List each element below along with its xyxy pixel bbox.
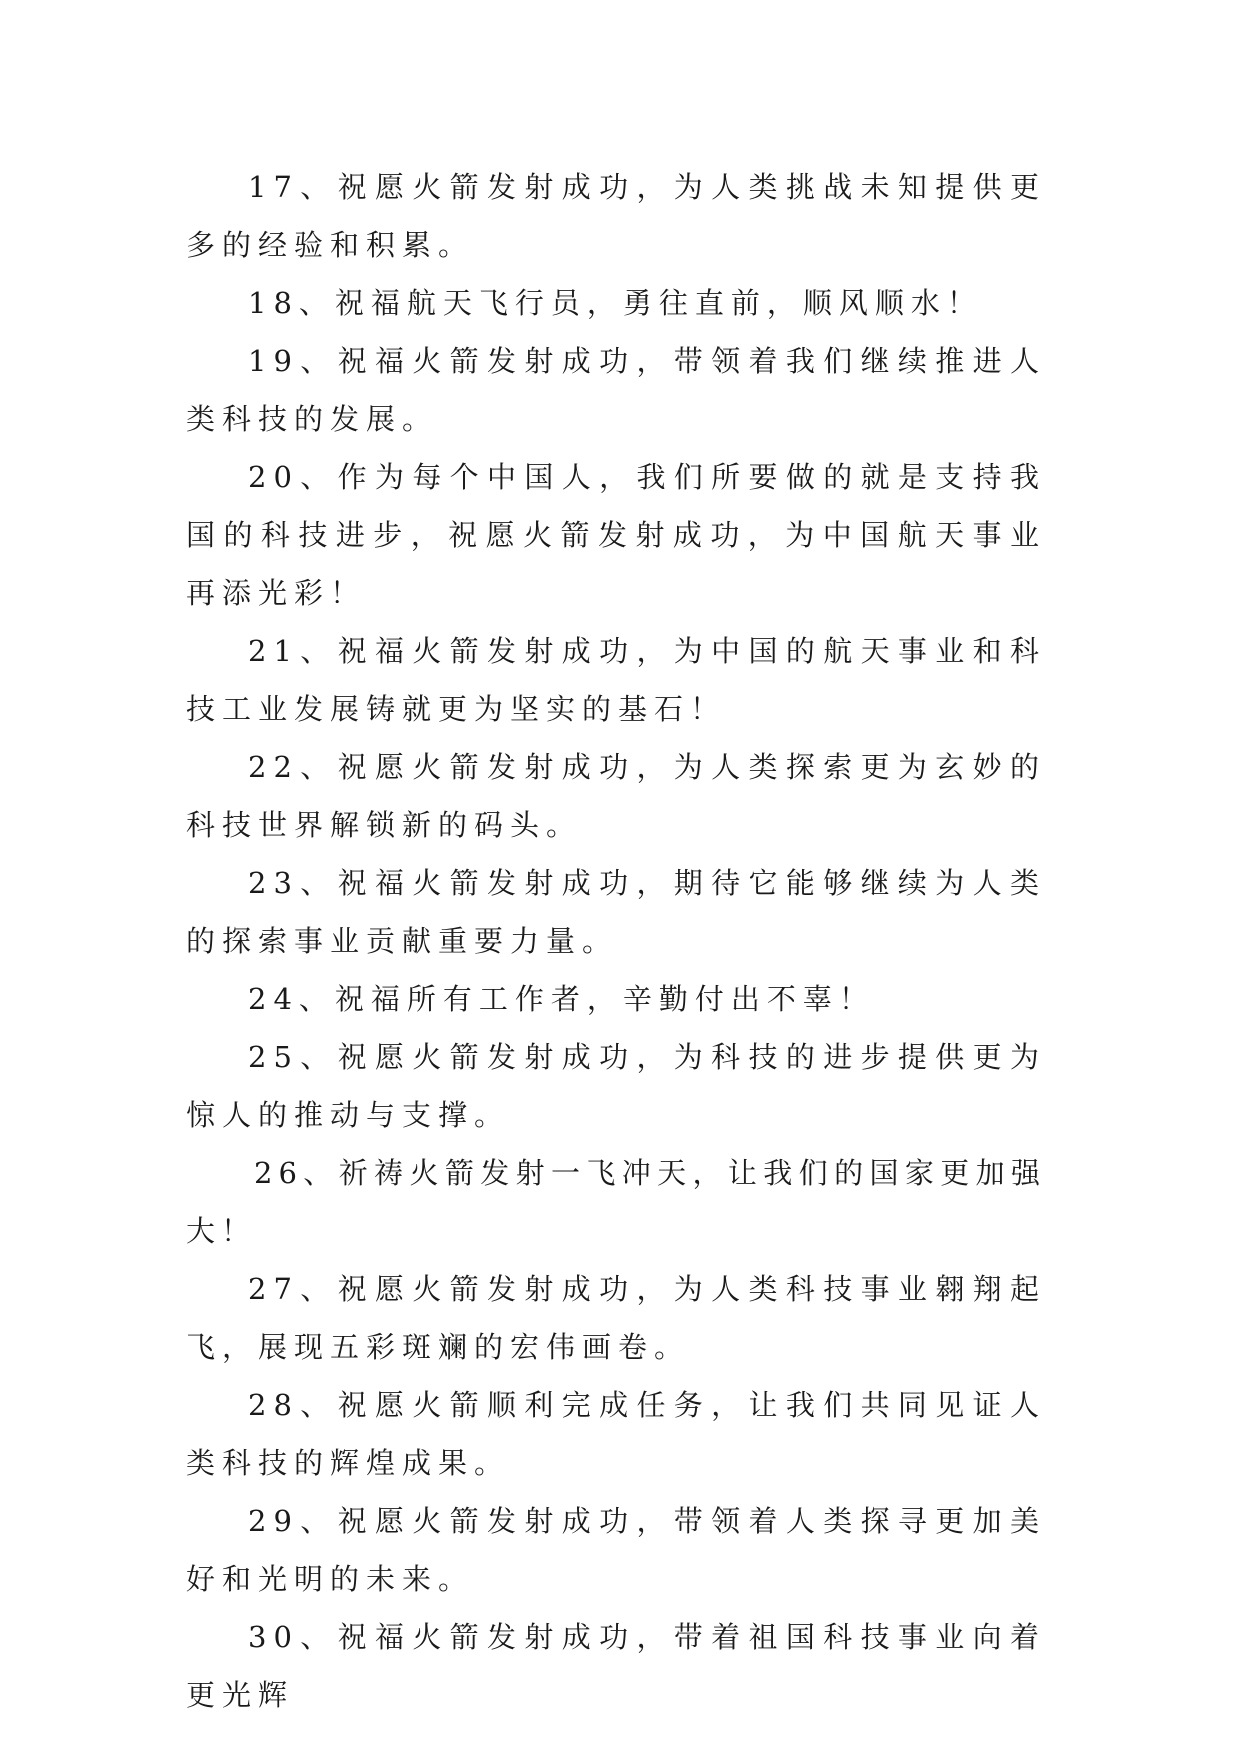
paragraph-23: 23、祝福火箭发射成功，期待它能够继续为人类的探索事业贡献重要力量。	[186, 866, 1046, 958]
paragraph-22: 22、祝愿火箭发射成功，为人类探索更为玄妙的科技世界解锁新的码头。	[186, 750, 1046, 842]
document-body	[186, 158, 1046, 1724]
paragraph-21: 21、祝福火箭发射成功，为中国的航天事业和科技工业发展铸就更为坚实的基石！	[186, 634, 1046, 726]
paragraph-24: 24、祝福所有工作者，辛勤付出不辜！	[248, 982, 875, 1016]
paragraph-20: 20、作为每个中国人，我们所要做的就是支持我国的科技进步，祝愿火箭发射成功，为中国航天事业再添光彩！	[186, 460, 1046, 610]
paragraph-17: 17、祝愿火箭发射成功，为人类挑战未知提供更多的经验和积累。	[186, 170, 1046, 262]
paragraph-27: 27、祝愿火箭发射成功，为人类科技事业翱翔起飞，展现五彩斑斓的宏伟画卷。	[186, 1272, 1046, 1364]
paragraph-19: 19、祝福火箭发射成功，带领着我们继续推进人类科技的发展。	[186, 344, 1046, 436]
paragraph-25: 25、祝愿火箭发射成功，为科技的进步提供更为惊人的推动与支撑。	[186, 1040, 1046, 1132]
paragraph-30: 30、祝福火箭发射成功，带着祖国科技事业向着更光辉	[186, 1620, 1046, 1712]
paragraph-28: 28、祝愿火箭顺利完成任务，让我们共同见证人类科技的辉煌成果。	[186, 1388, 1046, 1480]
paragraph-18: 18、祝福航天飞行员，勇往直前，顺风顺水！	[248, 286, 983, 320]
paragraph-26: 26、祈祷火箭发射一飞冲天，让我们的国家更加强大！	[186, 1156, 1046, 1248]
paragraph-29: 29、祝愿火箭发射成功，带领着人类探寻更加美好和光明的未来。	[186, 1504, 1046, 1596]
